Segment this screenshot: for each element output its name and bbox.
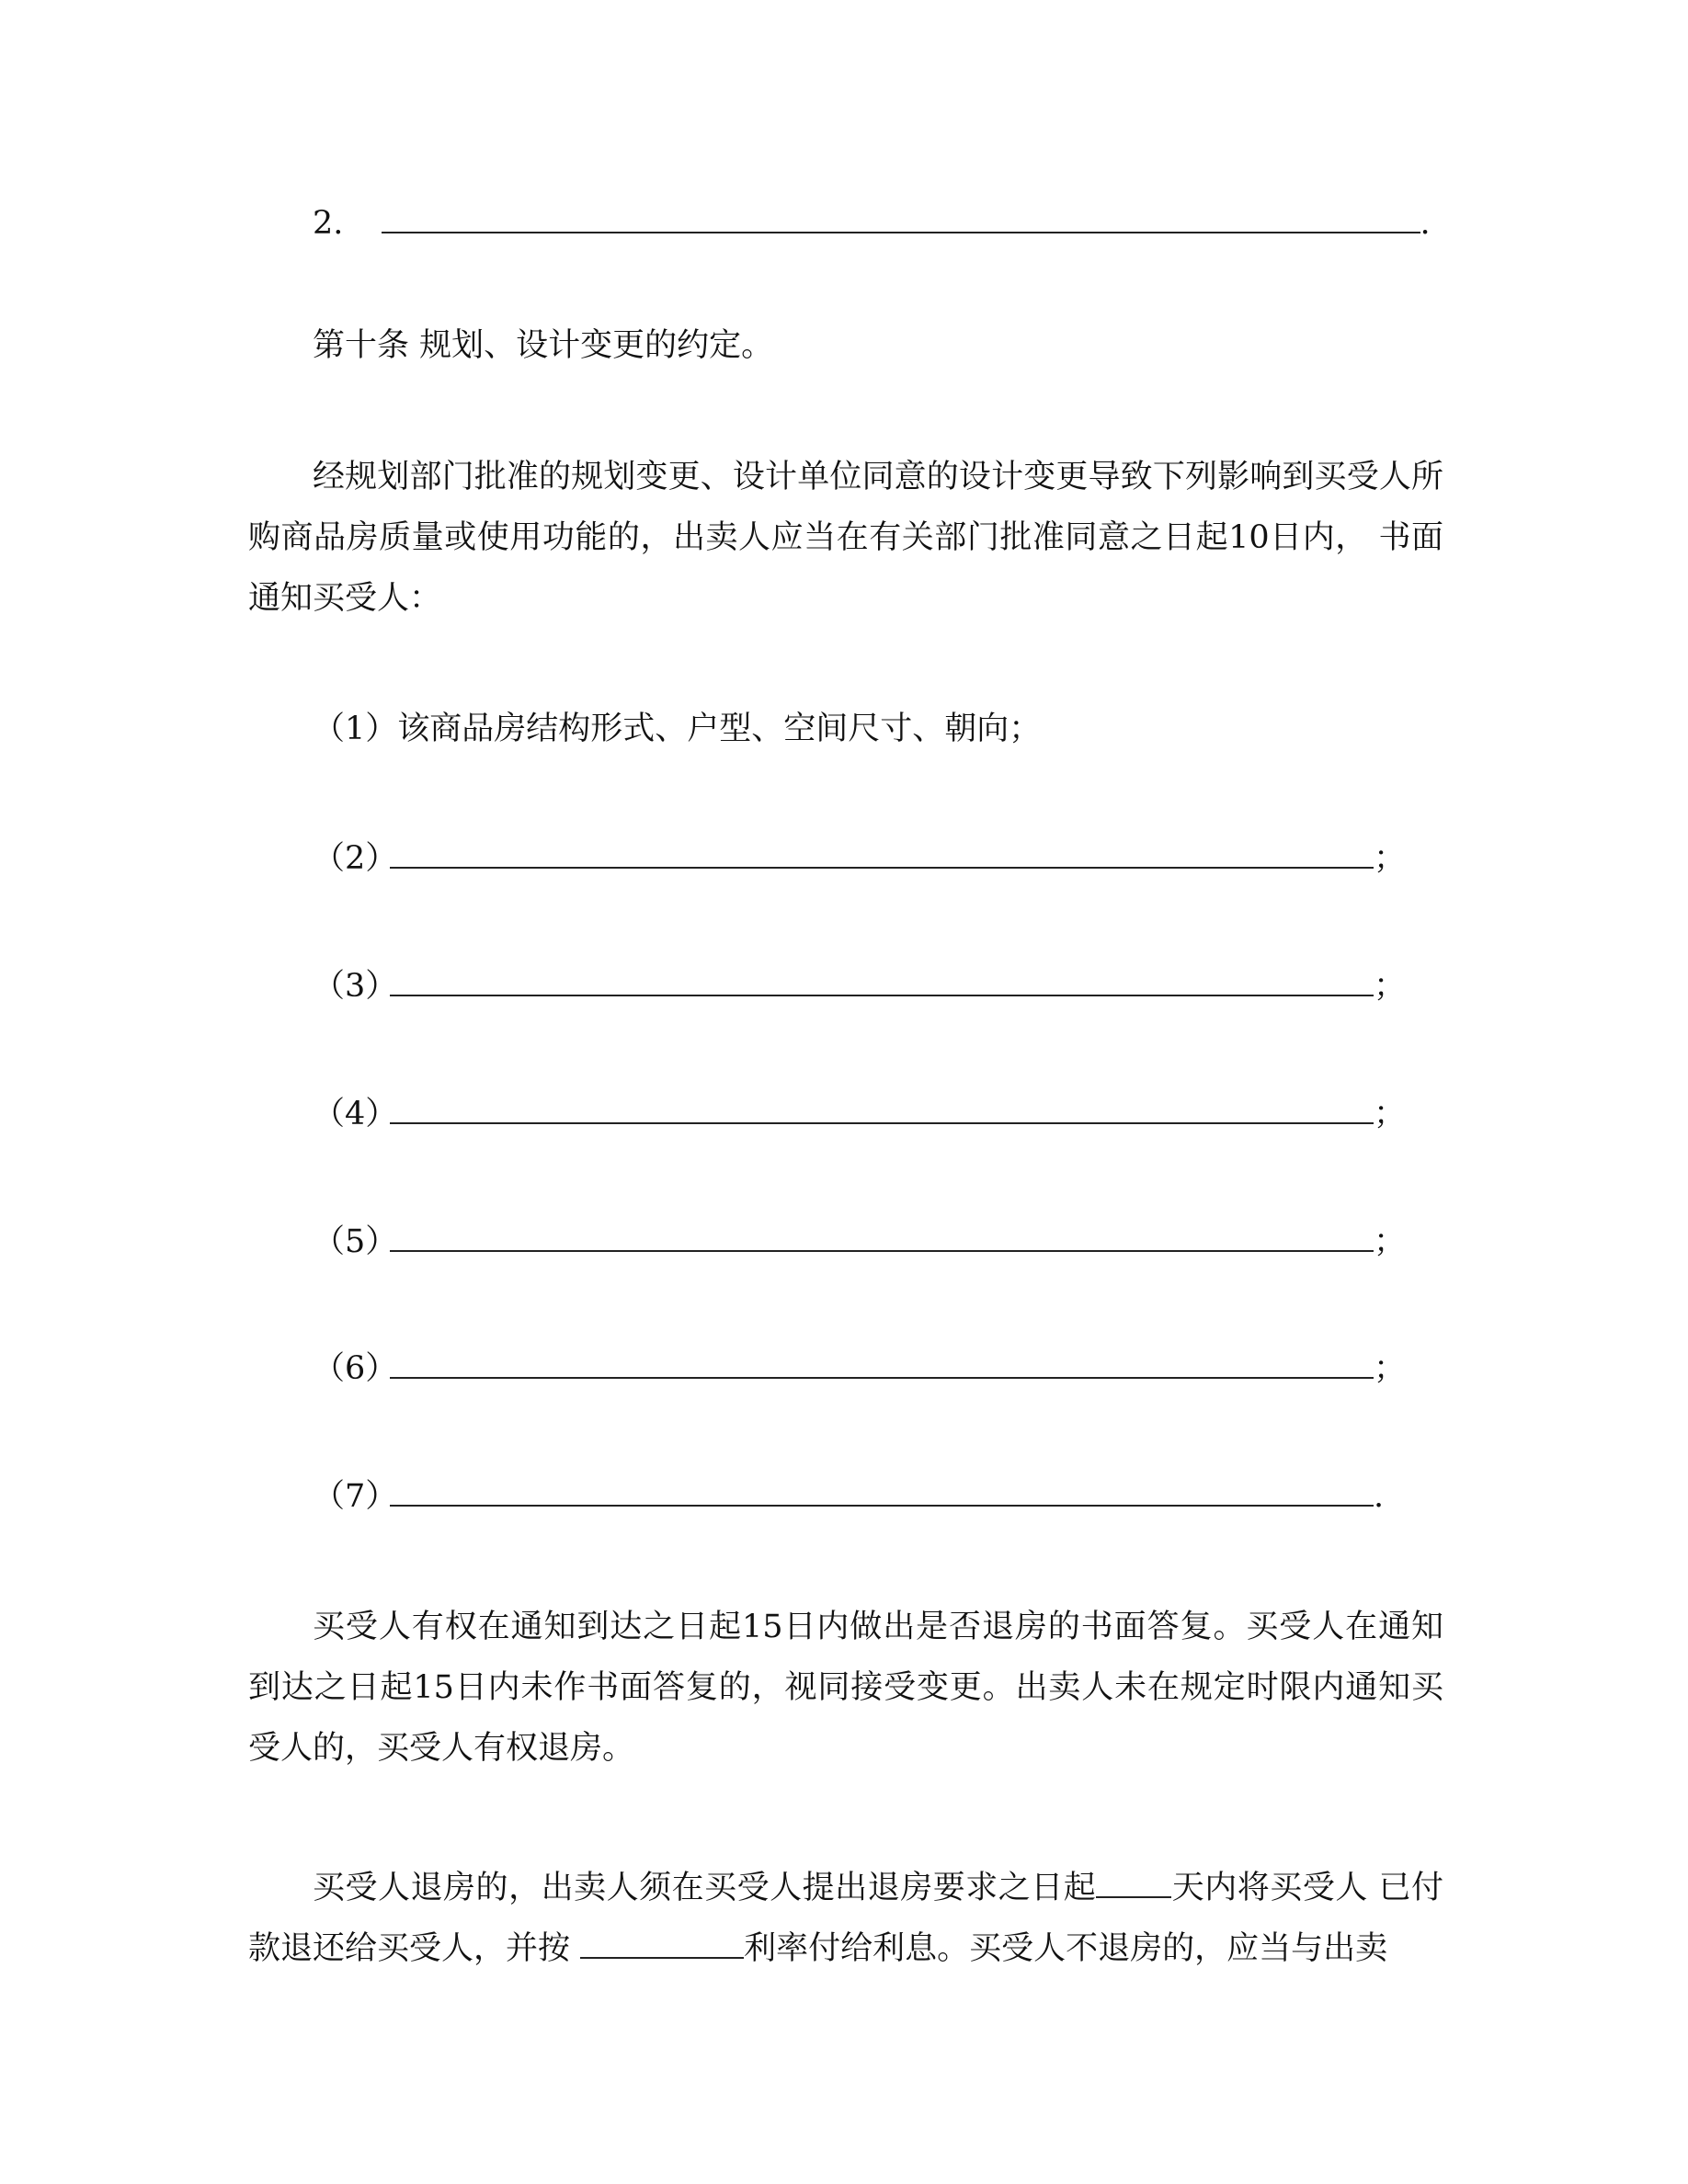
item-2-label: 2.	[313, 205, 344, 242]
intro-paragraph: 经规划部门批准的规划变更、设计单位同意的设计变更导致下列影响到买受人所购商品房质量或使用功能的，出卖人应当在有关部门批准同意之日起10日内， 书面通知买受人：	[248, 459, 1443, 617]
list-item-2-num: （2）	[313, 840, 398, 877]
list-item-7-end: .	[1374, 1478, 1385, 1515]
list-item-5-end: ；	[1374, 1223, 1407, 1260]
interest-rate-blank[interactable]	[580, 1929, 744, 1959]
refund-text-2: 天内将买受人 已付款退还给买受人，并按	[248, 1870, 1443, 1967]
refund-days-blank[interactable]	[1096, 1869, 1171, 1898]
list-item-6-num: （6）	[313, 1350, 398, 1387]
refund-paragraph	[248, 1858, 1443, 1979]
list-item-4-end: ；	[1374, 1096, 1407, 1132]
list-item-2-blank[interactable]	[390, 836, 1374, 869]
list-item-6-end: ；	[1374, 1350, 1407, 1387]
list-item-1-text: 该商品房结构形式、户型、空间尺寸、朝向；	[397, 711, 1042, 747]
item-2-line	[313, 200, 1431, 244]
list-item-7-num: （7）	[313, 1478, 398, 1515]
list-item-6-blank[interactable]	[390, 1346, 1374, 1379]
list-item-7	[313, 1473, 1384, 1517]
refund-text-1: 买受人退房的，出卖人须在买受人提出退房要求之日起	[313, 1870, 1097, 1906]
list-item-3	[313, 963, 1406, 1007]
list-item-4-blank[interactable]	[390, 1091, 1374, 1124]
item-2-end: .	[1420, 205, 1431, 242]
list-item-4	[313, 1091, 1406, 1134]
article-title: 第十条 规划、设计变更的约定。	[313, 327, 774, 364]
list-item-1	[313, 709, 1041, 749]
list-item-5	[313, 1219, 1406, 1262]
list-item-4-num: （4）	[313, 1096, 398, 1132]
list-item-5-blank[interactable]	[390, 1219, 1374, 1252]
list-item-5-num: （5）	[313, 1223, 398, 1260]
list-item-1-num: （1）	[313, 711, 398, 747]
list-item-3-num: （3）	[313, 968, 398, 1005]
list-item-6	[313, 1346, 1406, 1389]
reply-paragraph: 买受人有权在通知到达之日起15日内做出是否退房的书面答复。买受人在通知到达之日起15日内未作书面答复的，视同接受变更。出卖人未在规定时限内通知买受人的，买受人有权退房。	[248, 1609, 1443, 1767]
list-item-2-end: ；	[1374, 840, 1407, 877]
item-2-blank[interactable]	[382, 200, 1420, 233]
list-item-3-end: ；	[1374, 968, 1407, 1005]
list-item-2	[313, 836, 1406, 879]
list-item-3-blank[interactable]	[390, 963, 1374, 996]
list-item-7-blank[interactable]	[390, 1473, 1374, 1507]
refund-text-3: 利率付给利息。买受人不退房的，应当与出卖	[744, 1930, 1388, 1967]
